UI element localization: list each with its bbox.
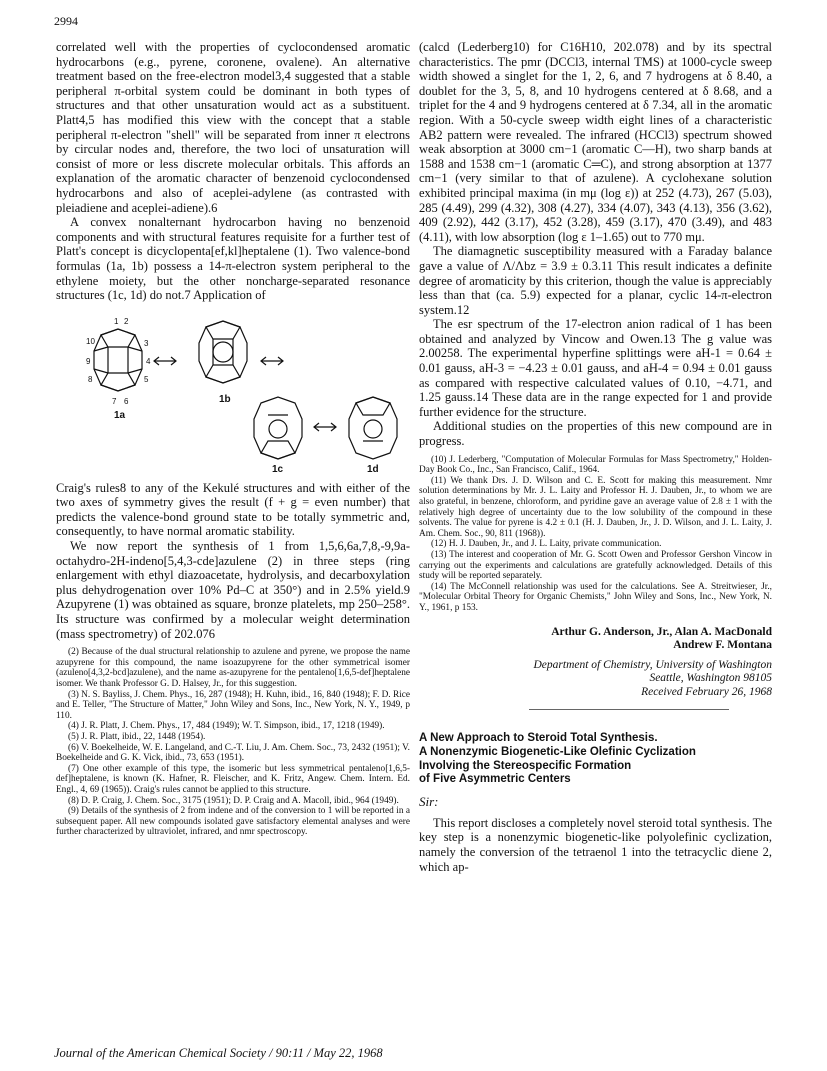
- paragraph: Craig's rules8 to any of the Kekulé structures and with either of the two axes of symmetry gives the result (f + g = even number) that predicts the valence-bond ground state to be totally symmetric and, consequently, to have normal aromatic stability.: [56, 480, 410, 539]
- journal-footer: Journal of the American Chemical Society / 90:11 / May 22, 1968: [54, 1046, 383, 1060]
- label-1d: 1d: [367, 463, 379, 475]
- paragraph: correlated well with the properties of cyclocondensed aromatic hydrocarbons (e.g., pyrene, coronene, ovalene). An alternative treatment based on the free-electron model3,4 suggested that a stable peripheral π-orbital system could be dominant in both types of structures and that other unsaturation would act as a substituent. Platt4,5 has modified this view with the concept that a stable peripheral π-electron "shell" will be separated from inner π electrons by circular nodes and, therefore, the two loci of unsaturation will consist of more or less discrete molecular orbitals. This affords an explanation of the aromatic character of benzenoid cyclocondensed hydrocarbons and also of aceplei-adylene (as contrasted with pleiadiene and aceplei-adiene).6: [56, 40, 410, 215]
- atom-number: 6: [124, 396, 129, 406]
- structure-1a: [94, 329, 142, 391]
- title-line: A New Approach to Steroid Total Synthesis.: [419, 732, 658, 745]
- footnote: (7) One other example of this type, the isomeric but less symmetrical pentaleno[1,6,5-def]heptalene, is known (K. Hafner, R. Fleischer, and K. Fritz, Angew. Chem. Intern. Ed. Engl., 4, 69 (1965)). Craig's rules cannot be applied to this structure.: [56, 763, 410, 795]
- footnote: (4) J. R. Platt, J. Chem. Phys., 17, 484 (1949); W. T. Simpson, ibid., 17, 1218 (1949).: [68, 721, 385, 732]
- footnote: (3) N. S. Bayliss, J. Chem. Phys., 16, 287 (1948); H. Kuhn, ibid., 16, 840 (1948); F. D. Rice and E. Teller, "The Structure of Matter," John Wiley and Sons, Inc., New York, N. Y., 1949, p 110.: [56, 689, 410, 721]
- affiliation: Department of Chemistry, University of Washington: [533, 658, 772, 671]
- structure-1b: [199, 321, 247, 383]
- title-line: Involving the Stereospecific Formation: [419, 759, 632, 772]
- footnote: (12) H. J. Dauben, Jr., and J. L. Laity, private communication.: [431, 539, 662, 550]
- footnotes-right: [419, 455, 772, 614]
- atom-number: 2: [124, 316, 129, 326]
- structure-1c: [254, 397, 302, 459]
- article-title: [419, 732, 772, 787]
- title-line: A Nonenzymic Biogenetic-Like Olefinic Cyclization: [419, 745, 696, 758]
- footnote: (11) We thank Drs. J. D. Wilson and C. E. Scott for making this measurement. Nmr solution determinations by Mr. J. L. Laity and Professor H. J. Dauben, Jr., to whom we are also grateful, in benzene, chloroform, and pyridine gave an average value of 2.8 ± 1 with the relatively high degree of uncertainty due to the low solubility of the compound in these solvents. The value for pyrene is 4.2 ± 0.1 (H. J. Dauben, Jr., J. D. Wilson, and J. L. Laity, J. Am. Chem. Soc., 90, 811 (1968)).: [419, 475, 772, 539]
- footnote: (14) The McConnell relationship was used for the calculations. See A. Streitwieser, Jr., "Molecular Orbital Theory for Organic Chemists," John Wiley and Sons, Inc., New York, N. Y., 1961, p 153.: [419, 581, 772, 613]
- atom-number: 5: [144, 374, 149, 384]
- author-names-2: Andrew F. Montana: [673, 639, 772, 652]
- footnote: (6) V. Boekelheide, W. E. Langeland, and C.-T. Liu, J. Am. Chem. Soc., 73, 2432 (1951); V. Boekelheide and G. K. Vick, ibid., 73, 653 (1951).: [56, 742, 410, 764]
- paragraph: Additional studies on the properties of this new compound are in progress.: [419, 419, 772, 449]
- structure-figure: [56, 307, 410, 475]
- author-block: [419, 626, 772, 700]
- paragraph: This report discloses a completely novel steroid total synthesis. The key step is a nonenzymic biogenetic-like polyolefinic cyclization, namely the conversion of the tetraenol 1 into the tetracyclic diene 2, which ap-: [419, 815, 772, 874]
- salutation: Sir:: [419, 794, 439, 810]
- atom-number: 10: [86, 336, 95, 346]
- footnote: (13) The interest and cooperation of Mr. G. Scott Owen and Professor Gershon Vincow in carrying out the experiments and calculations are gratefully acknowledged. Details of this study will be reported separately.: [419, 549, 772, 582]
- paragraph: We now report the synthesis of 1 from 1,5,6,6a,7,8,-9,9a-octahydro-2H-indeno[5,4,3-cde]azulene (2) in three steps (ring enlargement with ethyl diazoacetate, hydrolysis, and decarboxylation plus dehydrogenation over 10% Pd–C at 350°) and in 2.5% yield.9 Azupyrene (1) was obtained as square, bronze platelets, mp 250–258°. Its structure was confirmed by a molecular weight determination (mass spectrometry) of 202.076: [56, 539, 410, 641]
- atom-number: 4: [146, 356, 151, 366]
- paragraph: A convex nonalternant hydrocarbon having no benzenoid components and with structural features requisite for a further test of Platt's concept is dicyclopenta[ef,kl]heptalene (1). Two valence-bond formulas (1a, 1b) possess a 14-π-electron system peripheral to the ethylene moiety, but the other noncharge-separated resonance structures (1c, 1d) do not.7 Application of: [56, 215, 410, 303]
- paragraph: The diamagnetic susceptibility measured with a Faraday balance gave a value of Λ/Λbz = 3.9 ± 0.3.11 This result indicates a definite degree of aromaticity by this criterion, though the value is appreciably less than that (ca. 5.9) expected for a planar, cyclic 14-π-electron system.12: [419, 244, 772, 317]
- author-names: Arthur G. Anderson, Jr., Alan A. MacDonald: [551, 625, 772, 638]
- label-1a: 1a: [114, 409, 126, 421]
- atom-number: 1: [114, 316, 119, 326]
- affiliation-city: Seattle, Washington 98105: [649, 672, 772, 685]
- left-column: [56, 40, 410, 838]
- label-1c: 1c: [272, 463, 284, 475]
- footnote: (10) J. Lederberg, "Computation of Molecular Formulas for Mass Spectrometry," Holden-Day Book Co., Inc., San Francisco, Calif., 1964.: [419, 454, 772, 476]
- label-1b: 1b: [219, 393, 231, 405]
- title-line: of Five Asymmetric Centers: [419, 773, 571, 786]
- right-column: [419, 40, 772, 874]
- atom-number: 7: [112, 396, 117, 406]
- footnote: (2) Because of the dual structural relationship to azulene and pyrene, we propose the name azupyrene for this compound, the name isoazupyrene for the other symmetrical isomer (azuleno[4,3,2-bcd]azulene), and the name as-azupyrene for the pentaleno[1,6,5-def]heptalene isomer. We thank Professor G. D. Halsey, Jr., for this suggestion.: [56, 647, 410, 689]
- received-date: Received February 26, 1968: [641, 685, 772, 698]
- divider: [529, 709, 729, 710]
- structure-1d: [349, 397, 397, 459]
- atom-number: 3: [144, 338, 149, 348]
- footnote: (8) D. P. Craig, J. Chem. Soc., 3175 (1951); D. P. Craig and A. Macoll, ibid., 964 (1949).: [68, 795, 399, 806]
- footnotes-left: [56, 647, 410, 838]
- page-number: 2994: [54, 14, 78, 28]
- atom-number: 8: [88, 374, 93, 384]
- atom-number: 9: [86, 356, 91, 366]
- footnote: (5) J. R. Platt, ibid., 22, 1448 (1954).: [68, 731, 206, 742]
- resonance-structures-diagram: [56, 307, 410, 475]
- footnote: (9) Details of the synthesis of 2 from indene and of the conversion to 1 will be reported in a subsequent paper. All new compounds isolated gave satisfactory elemental analyses and were further characterized by ultraviolet, infrared, and nmr spectroscopy.: [56, 806, 410, 838]
- paragraph: The esr spectrum of the 17-electron anion radical of 1 has been obtained and analyzed by Vincow and Owen.13 The g value was 2.00258. The experimental hyperfine splittings were aH-1 = 0.64 ± 0.01 gauss, aH-3 = −4.23 ± 0.01 gauss, and aH-4 = 0.94 ± 0.01 gauss as compared with respective calculated values of 0.10, −4.71, and 1.25 gauss.14 These data are in the range expected for 1 and provide further evidence for the structure.: [419, 317, 772, 419]
- paragraph: (calcd (Lederberg10) for C16H10, 202.078) and by its spectral characteristics. The pmr (DCCl3, internal TMS) at 1000-cycle sweep width showed a singlet for the 1, 2, 6, and 7 hydrogens at δ 8.40, a doublet for the 3, 5, 8, and 10 hydrogens centered at δ 8.68, and a triplet for the 4 and 9 hydrogens centered at δ 7.34, all in the aromatic region. With a 50-cycle sweep width eight lines of a characteristic AB2 pattern were revealed. The infrared (HCCl3) spectrum showed weak absorption at 3000 cm−1 (aromatic C—H), two sharp bands at 1588 and 1538 cm−1 (aromatic C═C), and strong absorption at 1377 cm−1 (very similar to that of azulene). A cyclohexane solution exhibited principal maxima (in mμ (log ε)) at 252 (4.73), 267 (5.03), 285 (4.49), 299 (4.32), 308 (4.27), 334 (4.07), 343 (4.13), 356 (3.62), 409 (2.92), 442 (3.17), 452 (3.28), 459 (3.17), 470 (3.49), and 483 (4.11), with low absorption (log ε 1–1.65) out to 770 mμ.: [419, 40, 772, 244]
